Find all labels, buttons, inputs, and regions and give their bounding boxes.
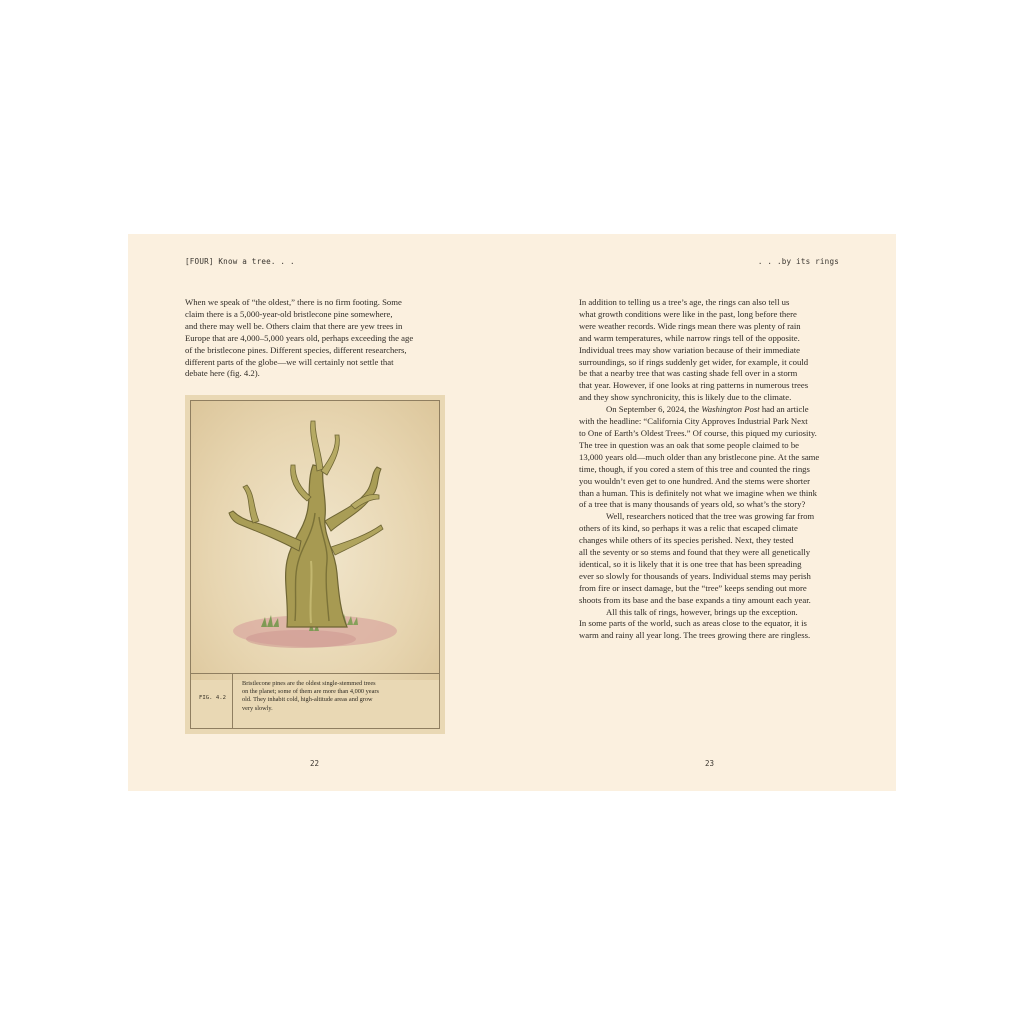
- text-fragment: had an article: [759, 404, 809, 415]
- newspaper-title: Washington Post: [701, 404, 760, 415]
- text-line: Individual trees may show variation because of their immediate: [579, 344, 800, 355]
- text-line: changes while others of its species perished. Next, they tested: [579, 535, 794, 546]
- tree-drawing: [191, 401, 439, 680]
- bristlecone-pine-illustration: [191, 401, 439, 680]
- text-line: debate here (fig. 4.2).: [185, 368, 260, 379]
- text-line: In some parts of the world, such as areas close to the equator, it is: [579, 618, 807, 629]
- text-line: be that a nearby tree that was casting shade fell over in a storm: [579, 368, 798, 379]
- text-line: all the seventy or so stems and found that they were all genetically: [579, 547, 811, 558]
- text-line: and there may well be. Others claim that there are yew trees in: [185, 320, 403, 331]
- text-line: others of its kind, so perhaps it was a relic that escaped climate: [579, 523, 798, 534]
- text-line: different parts of the globe—we will certainly not settle that: [185, 356, 394, 367]
- text-line: from fire or insect damage, but the “tree” keeps sending out more: [579, 582, 807, 593]
- text-line: to One of Earth’s Oldest Trees.” Of course, this piqued my curiosity.: [579, 427, 817, 438]
- right-body-text: [579, 297, 819, 642]
- text-line: The tree in question was an oak that some people claimed to be: [579, 439, 800, 450]
- text-line: of a tree that is many thousands of years old, so what’s the story?: [579, 499, 806, 510]
- text-line: you wouldn’t even get to one hundred. And the stems were shorter: [579, 475, 810, 486]
- text-line: identical, so it is likely that it is one tree that has been spreading: [579, 558, 802, 569]
- text-line: were weather records. Wide rings mean there was plenty of rain: [579, 320, 801, 331]
- text-line: Well, researchers noticed that the tree was growing far from: [606, 511, 815, 522]
- running-head-left: [FOUR] Know a tree. . .: [185, 257, 295, 266]
- figure-4-2: [185, 395, 445, 734]
- text-line: than a human. This is definitely not what we imagine when we think: [579, 487, 817, 498]
- page-number-right: 23: [705, 759, 715, 768]
- text-line: that year. However, if one looks at ring patterns in numerous trees: [579, 380, 809, 391]
- text-line: [579, 404, 819, 416]
- caption-line: very slowly.: [242, 704, 273, 712]
- text-line: of the bristlecone pines. Different species, different researchers,: [185, 344, 407, 355]
- text-line: In addition to telling us a tree’s age, the rings can also tell us: [579, 297, 790, 307]
- text-line: Europe that are 4,000–5,000 years old, perhaps exceeding the age: [185, 332, 414, 343]
- text-line: warm and rainy all year long. The trees growing there are ringless.: [579, 630, 811, 641]
- left-body-text: [185, 297, 413, 380]
- text-line: 13,000 years old—much older than any bristlecone pine. At the same: [579, 451, 820, 462]
- figure-label: FIG. 4.2: [199, 695, 226, 701]
- text-line: and they show synchronicity, this is likely due to the climate.: [579, 392, 792, 403]
- text-fragment: On September 6, 2024, the: [606, 404, 702, 415]
- text-line: ever so slowly for thousands of years. Individual stems may perish: [579, 570, 811, 581]
- text-line: When we speak of “the oldest,” there is no firm footing. Some: [185, 297, 402, 307]
- caption-line: old. They inhabit cold, high-altitude areas and grow: [242, 696, 373, 704]
- running-head-right: . . .by its rings: [757, 257, 839, 266]
- text-line: with the headline: “California City Approves Industrial Park Next: [579, 416, 808, 427]
- text-line: what growth conditions were like in the past, long before there: [579, 308, 797, 319]
- figure-caption-row: [191, 673, 439, 728]
- caption-line: Bristlecone pines are the oldest single-stemmed trees: [242, 680, 376, 687]
- text-line: surroundings, so if rings suddenly get wider, for example, it could: [579, 356, 809, 367]
- book-spread: [128, 234, 896, 791]
- figure-caption: [242, 680, 379, 713]
- text-line: All this talk of rings, however, brings up the exception.: [606, 606, 798, 617]
- text-line: claim there is a 5,000-year-old bristlecone pine somewhere,: [185, 308, 393, 319]
- page-number-left: 22: [310, 759, 320, 768]
- caption-divider: [232, 674, 233, 728]
- text-line: and warm temperatures, while narrow rings tell of the opposite.: [579, 332, 800, 343]
- caption-line: on the planet; some of them are more than 4,000 years: [242, 688, 379, 696]
- text-line: time, though, if you cored a stem of this tree and counted the rings: [579, 463, 810, 474]
- text-line: shoots from its base and the base expands a tiny amount each year.: [579, 594, 811, 605]
